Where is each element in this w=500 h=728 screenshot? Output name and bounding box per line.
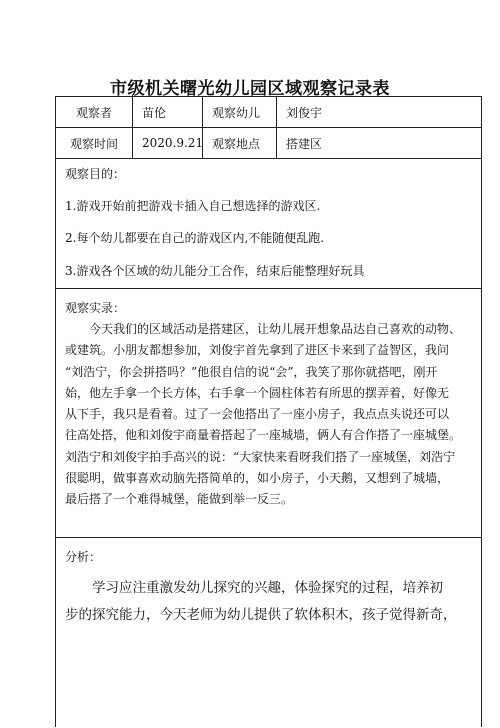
record-line: 很聪明，做事喜欢动脑先搭简单的，如小房子，小天鹅，又想到了城墙， bbox=[65, 471, 450, 486]
purpose-label: 观察目的： bbox=[65, 167, 126, 181]
observer-value: 苗伦 bbox=[142, 105, 167, 120]
child-label: 观察幼儿 bbox=[212, 105, 261, 120]
record-line: 往高处搭，他和刘俊宇商量着搭起了一座城墙，俩人有合作搭了一座城堡。 bbox=[65, 428, 462, 443]
place-label: 观察地点 bbox=[212, 136, 261, 151]
analysis-line: 步的探究能力，今天老师为幼儿提供了软体积木，孩子觉得新奇， bbox=[65, 607, 457, 623]
header-row-time bbox=[56, 128, 481, 159]
purpose-section bbox=[56, 159, 481, 289]
record-section bbox=[56, 289, 481, 538]
child-value: 刘俊宇 bbox=[286, 105, 323, 120]
analysis-line: 学习应注重激发幼儿探究的兴趣，体验探究的过程，培养初 bbox=[65, 580, 443, 596]
record-line: 从下手，我只是看着。过了一会他搭出了一座小房子，我点点头说还可以 bbox=[65, 407, 450, 422]
analysis-label: 分析： bbox=[65, 550, 102, 564]
time-label: 观察时间 bbox=[69, 136, 118, 151]
purpose-item: 2.每个幼儿都要在自己的游戏区内,不能随便乱跑. bbox=[65, 231, 325, 245]
record-line: 始，他左手拿一个长方体，右手拿一个圆柱体若有所思的摆弄着，好像无 bbox=[65, 385, 450, 400]
record-line: 刘浩宁和刘俊宇拍手高兴的说：“大家快来看呀我们搭了一座城堡，刘浩宁 bbox=[65, 449, 456, 464]
purpose-item: 3.游戏各个区域的幼儿能分工合作，结束后能整理好玩具 bbox=[65, 264, 365, 278]
record-line: 或建筑。小朋友都想参加，刘俊宇首先拿到了进区卡来到了益智区，我问 bbox=[65, 343, 450, 358]
analysis-text bbox=[65, 575, 477, 629]
observation-table bbox=[55, 96, 482, 727]
header-row-observer bbox=[56, 97, 481, 128]
record-text bbox=[65, 319, 477, 511]
time-value: 2020.9.21 bbox=[142, 136, 204, 150]
page-title: 市级机关曙光幼儿园区域观察记录表 bbox=[110, 79, 390, 99]
purpose-item: 1.游戏开始前把游戏卡插入自己想选择的游戏区. bbox=[65, 199, 321, 213]
analysis-section bbox=[56, 538, 481, 728]
record-line: “刘浩宁，你会拼搭吗？”他很自信的说“会”，我笑了那你就搭吧，刚开 bbox=[65, 364, 438, 379]
record-line: 今天我们的区域活动是搭建区，让幼儿展开想象品达自己喜欢的动物、 bbox=[65, 322, 462, 336]
observer-label: 观察者 bbox=[75, 105, 112, 120]
record-line: 最后搭了一个难得城堡，能做到举一反三。 bbox=[65, 492, 294, 507]
record-label: 观察实录： bbox=[65, 301, 126, 315]
place-value: 搭建区 bbox=[286, 136, 323, 151]
